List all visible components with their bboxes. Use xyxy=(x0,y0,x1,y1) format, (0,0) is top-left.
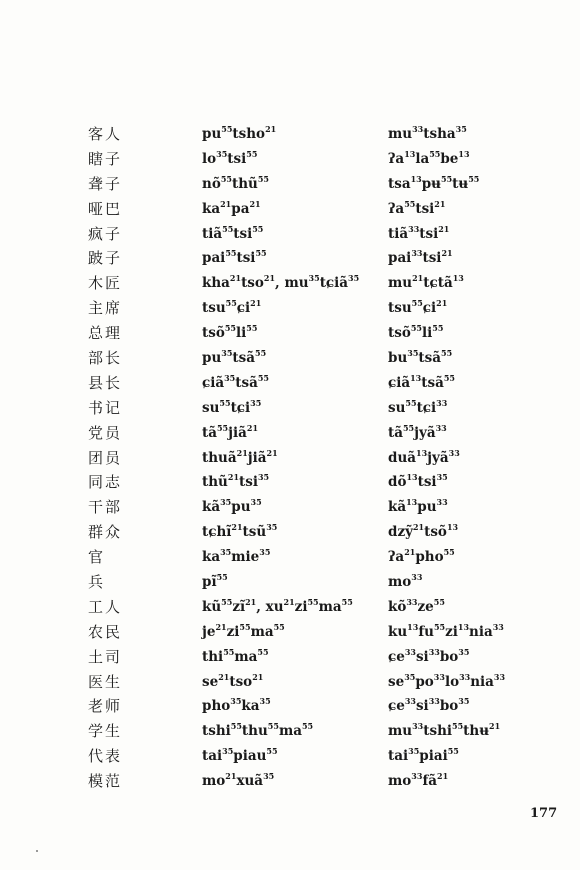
chinese-term: 模范 xyxy=(88,772,123,791)
chinese-term: 木匠 xyxy=(88,274,123,293)
chinese-term: 党员 xyxy=(88,423,123,442)
glossary-row xyxy=(0,572,580,597)
transcription-a: $ka^{35}mie^{35}$ xyxy=(202,547,271,566)
transcription-a: $nõ^{55}thũ^{55}$ xyxy=(202,173,269,192)
chinese-term: 总理 xyxy=(88,324,123,343)
transcription-b: tiã$^{33}$tsi$^{21}$ xyxy=(388,223,450,242)
transcription-b: tai$^{35}$piai$^{55}$ xyxy=(388,746,459,765)
chinese-term: 群众 xyxy=(88,523,123,542)
glossary-row xyxy=(0,497,580,522)
glossary-row xyxy=(0,721,580,746)
transcription-a: $se^{21}tso^{21}$ xyxy=(202,671,264,690)
chinese-term: 聋子 xyxy=(88,174,123,193)
chinese-term: 哑巴 xyxy=(88,199,123,218)
transcription-a: $mo^{21}xuã^{35}$ xyxy=(202,771,275,790)
transcription-a: $pho^{35}ka^{35}$ xyxy=(202,696,271,715)
transcription-b: $mu^{21}tɕtã^{13}$ xyxy=(388,273,464,292)
chinese-term: 官 xyxy=(88,548,106,567)
scan-speck xyxy=(36,850,38,852)
transcription-a: $thi^{55}ma^{55}$ xyxy=(202,646,269,665)
transcription-a: $tsõ^{55}li^{55}$ xyxy=(202,323,258,342)
transcription-a: $kã^{35}pu^{35}$ xyxy=(202,497,262,516)
transcription-b: dzỹ$^{21}$tsõ$^{13}$ xyxy=(388,522,459,541)
chinese-term: 干部 xyxy=(88,498,123,517)
chinese-term: 书记 xyxy=(88,398,123,417)
transcription-b: $ɕe^{33}si^{33}bo^{35}$ xyxy=(388,696,470,715)
transcription-a: kha$^{21}$tso$^{21}$, $mu^{35}tɕiã^{35}$ xyxy=(202,273,360,292)
glossary-row xyxy=(0,696,580,721)
glossary-row xyxy=(0,771,580,796)
transcription-a: $su^{55}tɕi^{35}$ xyxy=(202,397,262,416)
chinese-term: 跛子 xyxy=(88,249,123,268)
transcription-b: duã$^{13}$jyã$^{33}$ xyxy=(388,447,460,466)
chinese-term: 兵 xyxy=(88,573,106,592)
transcription-b: $su^{55}tɕi^{33}$ xyxy=(388,397,448,416)
glossary-row xyxy=(0,448,580,473)
transcription-a: tiã$^{55}$tsi$^{55}$ xyxy=(202,223,264,242)
glossary-row xyxy=(0,398,580,423)
glossary-row xyxy=(0,373,580,398)
transcription-a: $pĩ^{55}$ xyxy=(202,572,228,591)
glossary-row xyxy=(0,174,580,199)
chinese-term: 部长 xyxy=(88,349,123,368)
chinese-term: 老师 xyxy=(88,697,123,716)
transcription-a: $pu^{55}tsho^{21}$ xyxy=(202,124,277,142)
chinese-term: 同志 xyxy=(88,473,123,492)
transcription-a: $ka^{21}pa^{21}$ xyxy=(202,198,261,217)
chinese-term: 学生 xyxy=(88,722,123,741)
transcription-b: $mu^{33}tshi^{55}thʉ^{21}$ xyxy=(388,721,501,740)
transcription-b: $kã^{13}pu^{33}$ xyxy=(388,497,448,516)
chinese-term: 主席 xyxy=(88,299,123,318)
glossary-row xyxy=(0,597,580,622)
transcription-b: $kõ^{33}ze^{55}$ xyxy=(388,596,445,615)
transcription-a: $lo^{35}tsi^{55}$ xyxy=(202,148,258,167)
glossary-row xyxy=(0,547,580,572)
glossary-row xyxy=(0,423,580,448)
transcription-a: tsu$^{55}$ɕi$^{21}$ xyxy=(202,298,262,317)
glossary-row xyxy=(0,522,580,547)
transcription-b: $mo^{33}$ xyxy=(388,572,423,591)
transcription-b: $ku^{13}fu^{55}zi^{13}nia^{33}$ xyxy=(388,621,504,640)
transcription-b: tsa$^{13}$pʉ$^{55}$tʉ$^{55}$ xyxy=(388,173,480,192)
transcription-b: $tã^{55}jyã^{33}$ xyxy=(388,422,447,441)
glossary-row xyxy=(0,622,580,647)
transcription-b: tsu$^{55}$ɕi$^{21}$ xyxy=(388,298,448,317)
transcription-b: $ʔa^{13}la^{55}be^{13}$ xyxy=(388,148,470,167)
transcription-b: pai$^{33}$tsi$^{21}$ xyxy=(388,248,453,267)
glossary-row xyxy=(0,248,580,273)
transcription-a: $tshi^{55}thu^{55}ma^{55}$ xyxy=(202,721,314,740)
glossary-row xyxy=(0,273,580,298)
transcription-a: thuã$^{21}$jiã$^{21}$ xyxy=(202,447,278,466)
chinese-term: 土司 xyxy=(88,647,123,666)
transcription-b: ʔa$^{21}$pho$^{55}$ xyxy=(388,547,455,566)
transcription-a: $tã^{55}jiã^{21}$ xyxy=(202,422,259,441)
transcription-a: thũ$^{21}$tsi$^{35}$ xyxy=(202,472,270,491)
transcription-b: $dõ^{13}tsi^{35}$ xyxy=(388,472,448,491)
transcription-b: ɕiã$^{13}$tsã$^{55}$ xyxy=(388,372,455,391)
glossary-row xyxy=(0,224,580,249)
transcription-b: $tsõ^{55}li^{55}$ xyxy=(388,323,444,342)
transcription-b: $mo^{33}fã^{21}$ xyxy=(388,771,449,790)
chinese-term: 县长 xyxy=(88,373,123,392)
glossary-row xyxy=(0,124,580,149)
transcription-b: $se^{35}po^{33}lo^{33}nia^{33}$ xyxy=(388,671,506,690)
chinese-term: 医生 xyxy=(88,672,123,691)
glossary-row xyxy=(0,647,580,672)
chinese-term: 代表 xyxy=(88,747,123,766)
chinese-term: 农民 xyxy=(88,622,123,641)
chinese-term: 客人 xyxy=(88,125,123,143)
glossary-row xyxy=(0,149,580,174)
glossary-row xyxy=(0,746,580,771)
transcription-b: $ɕe^{33}si^{33}bo^{35}$ xyxy=(388,646,470,665)
chinese-term: 工人 xyxy=(88,597,123,616)
chinese-term: 团员 xyxy=(88,448,123,467)
glossary-row xyxy=(0,472,580,497)
glossary-row xyxy=(0,348,580,373)
glossary-row xyxy=(0,199,580,224)
page-number: 177 xyxy=(530,806,558,821)
glossary-table xyxy=(0,124,580,796)
transcription-a: $kũ^{55}zĩ^{21}$, $xu^{21}zi^{55}ma^{55}$ xyxy=(202,596,353,615)
glossary-row xyxy=(0,672,580,697)
glossary-row xyxy=(0,298,580,323)
transcription-a: tai$^{35}$piau$^{55}$ xyxy=(202,746,278,765)
glossary-row xyxy=(0,323,580,348)
transcription-b: ʔa$^{55}$tsi$^{21}$ xyxy=(388,198,446,217)
transcription-a: $pu^{35}tsã^{55}$ xyxy=(202,348,267,367)
transcription-b: $bu^{35}tsã^{55}$ xyxy=(388,348,453,367)
transcription-b: $mu^{33}tsha^{35}$ xyxy=(388,124,467,142)
chinese-term: 疯子 xyxy=(88,224,123,243)
transcription-a: tɕhĩ$^{21}$tsũ$^{35}$ xyxy=(202,522,278,541)
transcription-a: pai$^{55}$tsi$^{55}$ xyxy=(202,248,267,267)
transcription-a: $je^{21}zi^{55}ma^{55}$ xyxy=(202,621,285,640)
transcription-a: ɕiã$^{35}$tsã$^{55}$ xyxy=(202,372,269,391)
chinese-term: 瞎子 xyxy=(88,149,123,168)
